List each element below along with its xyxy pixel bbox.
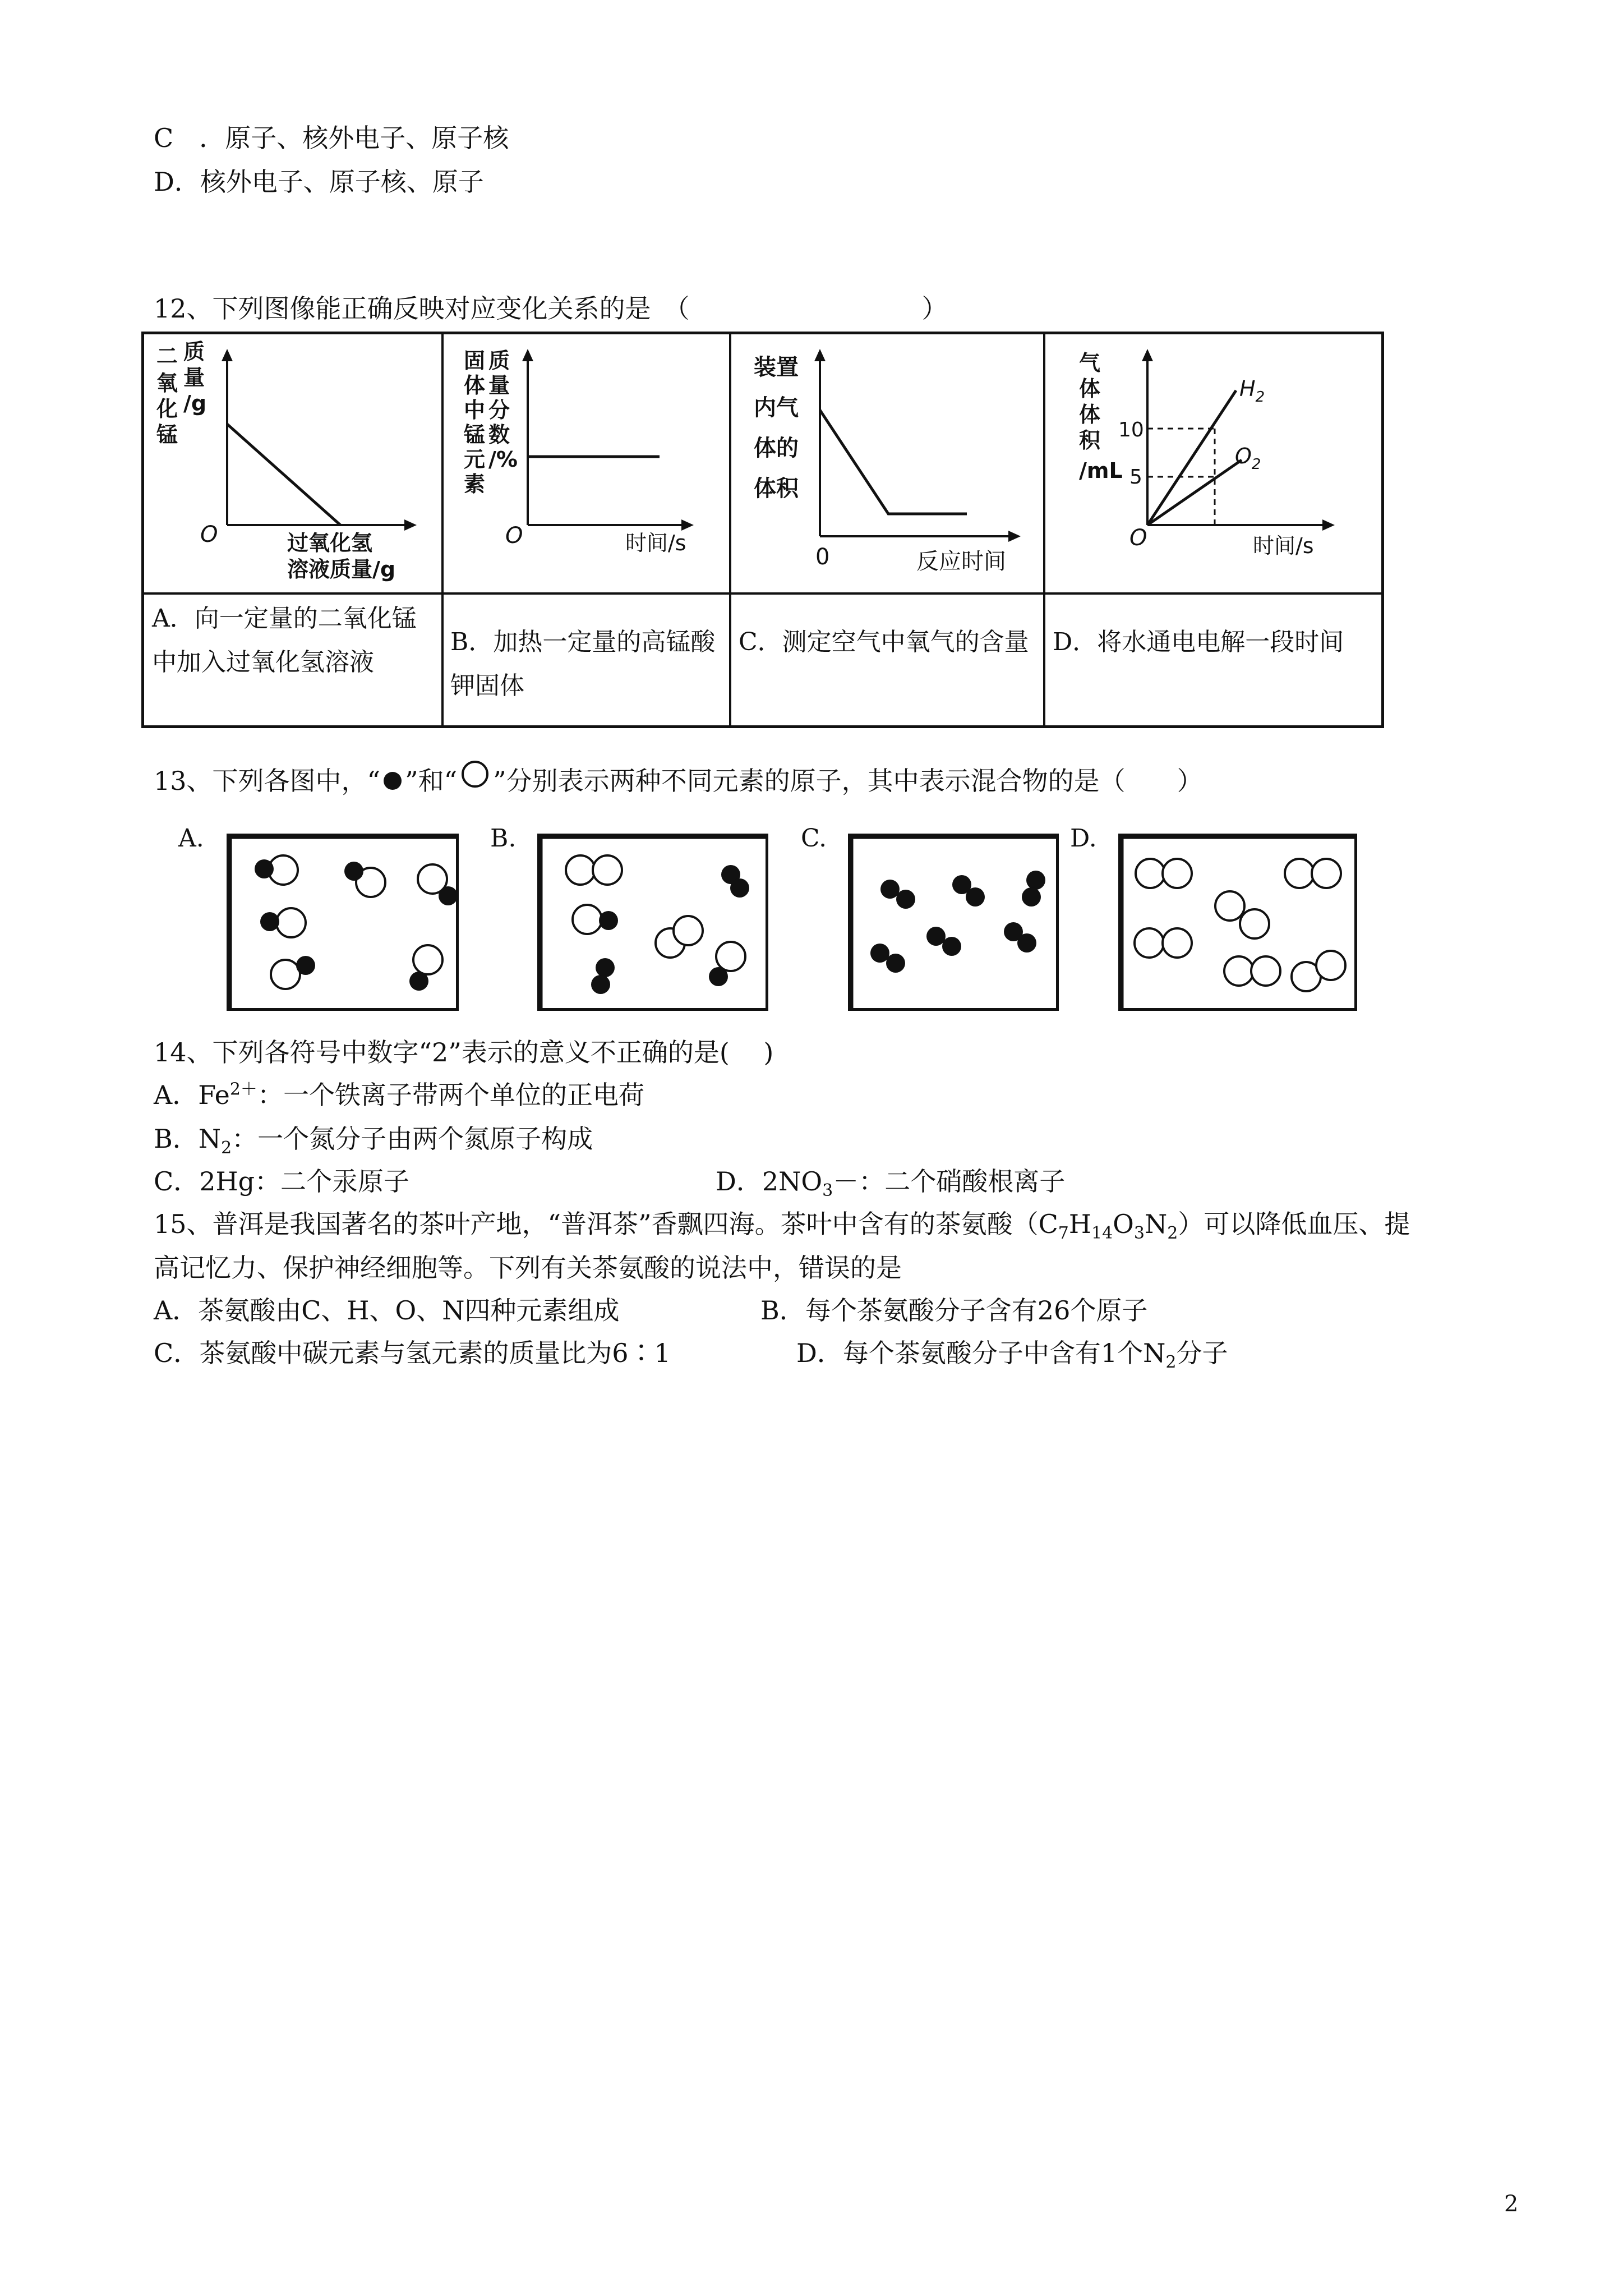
black-atom-icon [380, 769, 405, 793]
graph-c-origin: 0 [815, 544, 830, 570]
q14-stem: 14、下列各符号中数字“2”表示的意义不正确的是( ) [154, 1037, 774, 1068]
graph-a-line [227, 424, 340, 525]
svg-text:元: 元 [464, 447, 486, 472]
graph-a-ylabel-4: 锰 [156, 422, 178, 447]
q15-option-a: A．茶氨酸由C、H、O、N四种元素组成 [154, 1295, 620, 1326]
q14-option-d: D．$2NO_3-$：二个硝酸根离子 [716, 1166, 1066, 1201]
svg-text:体: 体 [1079, 376, 1101, 401]
svg-text:量: 量 [488, 373, 510, 398]
graph-d-h2-label: H [1239, 376, 1256, 401]
q12-table [141, 332, 1384, 728]
svg-text:体积: 体积 [754, 476, 799, 501]
graph-a-ylabel-7: /g [183, 391, 207, 416]
q12-caption-c: C．测定空气中氧气的含量 [739, 628, 1029, 656]
svg-text:中: 中 [464, 398, 486, 422]
graph-d-xlabel: 时间/s [1253, 533, 1314, 558]
svg-text:/%: /% [488, 447, 518, 472]
q13-box-d [1118, 834, 1357, 1011]
q13-box-a [227, 834, 459, 1011]
graph-a-ylabel-5: 质 [183, 339, 205, 364]
svg-text:/mL: /mL [1079, 458, 1123, 483]
q12-caption-a: A．向一定量的二氧化锰中加入过氧化氢溶液 [152, 604, 417, 677]
q15-option-d: D．每个茶氨酸分子中含有1个$N_2$分子 [796, 1338, 1228, 1373]
graph-d-origin: O [1129, 525, 1147, 551]
graph-d-o2-label: O [1235, 444, 1252, 468]
q12-graph-d [1045, 334, 1384, 592]
graph-a-ylabel-3: 化 [156, 397, 178, 421]
q12-graph-c [731, 334, 1043, 592]
q15-stem-line2: 高记忆力、保护神经细胞等。下列有关茶氨酸的说法中，错误的是 [154, 1253, 902, 1283]
q12-caption-d: D．将水通电电解一段时间 [1053, 628, 1344, 656]
q13-label-b: B. [490, 824, 517, 853]
q13-box-b [537, 834, 768, 1011]
white-atom-icon [457, 761, 493, 792]
graph-b-origin: O [505, 523, 523, 549]
q15-option-c: C．茶氨酸中碳元素与氢元素的质量比为6∶1 [154, 1338, 671, 1368]
q15-option-b: B．每个茶氨酸分子含有26个原子 [760, 1295, 1148, 1326]
q12-stem: 12、下列图像能正确反映对应变化关系的是 （ ） [154, 293, 948, 324]
graph-a-ylabel-1: 二 [156, 344, 178, 369]
svg-text:体: 体 [1079, 402, 1101, 427]
graph-b-xlabel: 时间/s [625, 531, 686, 555]
q15-stem-line1: 15、普洱是我国著名的茶叶产地，“普洱茶”香飘四海。茶叶中含有的茶氨酸$(C_7H_{14}O_3N_2)$可以降低血压、提 [154, 1209, 1410, 1244]
q14-option-c: C．2Hg：二个汞原子 [154, 1166, 410, 1197]
graph-d-tick-5: 5 [1129, 466, 1142, 489]
svg-text:内气: 内气 [754, 395, 799, 421]
q14-option-a: A．$Fe^{2+}$：一个铁离子带两个单位的正电荷 [154, 1079, 644, 1110]
q11-option-c: C ．原子、核外电子、原子核 [154, 123, 509, 153]
svg-text:体的: 体的 [754, 435, 799, 461]
q12-graph-a [144, 334, 441, 592]
svg-text:固: 固 [464, 348, 486, 373]
graph-d-line-h2 [1147, 390, 1236, 525]
svg-text:数: 数 [488, 422, 510, 447]
q13-label-d: D. [1070, 824, 1097, 853]
q11-option-d: D．核外电子、原子核、原子 [154, 167, 484, 197]
svg-text:锰: 锰 [464, 422, 486, 447]
graph-a-ylabel-2: 氧 [156, 371, 178, 395]
graph-a-xlabel-2: 溶液质量/g [287, 557, 396, 582]
graph-d-line-o2 [1147, 460, 1242, 525]
graph-a-ylabel-6: 量 [183, 365, 205, 390]
q12-caption-b: B．加热一定量的高锰酸钾固体 [450, 628, 716, 700]
graph-a-xlabel-1: 过氧化氢 [287, 531, 373, 555]
svg-text:体: 体 [464, 373, 486, 398]
graph-d-tick-10: 10 [1118, 418, 1144, 441]
q13-stem: 13、下列各图中，“ ”和“ ”分别表示两种不同元素的原子，其中表示混合物的是（ ） [154, 761, 1203, 798]
svg-text:积: 积 [1079, 428, 1101, 453]
graph-c-line [820, 410, 967, 514]
svg-text:O2: $O_2$ [1235, 444, 1261, 473]
graph-c-xlabel: 反应时间 [916, 549, 1006, 574]
q13-box-c [848, 834, 1059, 1011]
svg-text:H2: $H_2$ [1239, 376, 1265, 406]
page-number: 2 [1504, 2191, 1519, 2217]
graph-a-origin: O [200, 522, 218, 547]
svg-text:质: 质 [488, 348, 510, 373]
svg-text:分: 分 [488, 398, 510, 422]
q14-option-b: B．$N_2$：一个氮分子由两个氮原子构成 [154, 1124, 593, 1158]
svg-text:素: 素 [464, 472, 486, 496]
q12-graph-b [444, 334, 729, 592]
q13-label-a: A. [178, 824, 204, 853]
svg-text:装置: 装置 [754, 355, 799, 380]
svg-text:气: 气 [1079, 351, 1101, 375]
q13-label-c: C. [801, 824, 827, 853]
